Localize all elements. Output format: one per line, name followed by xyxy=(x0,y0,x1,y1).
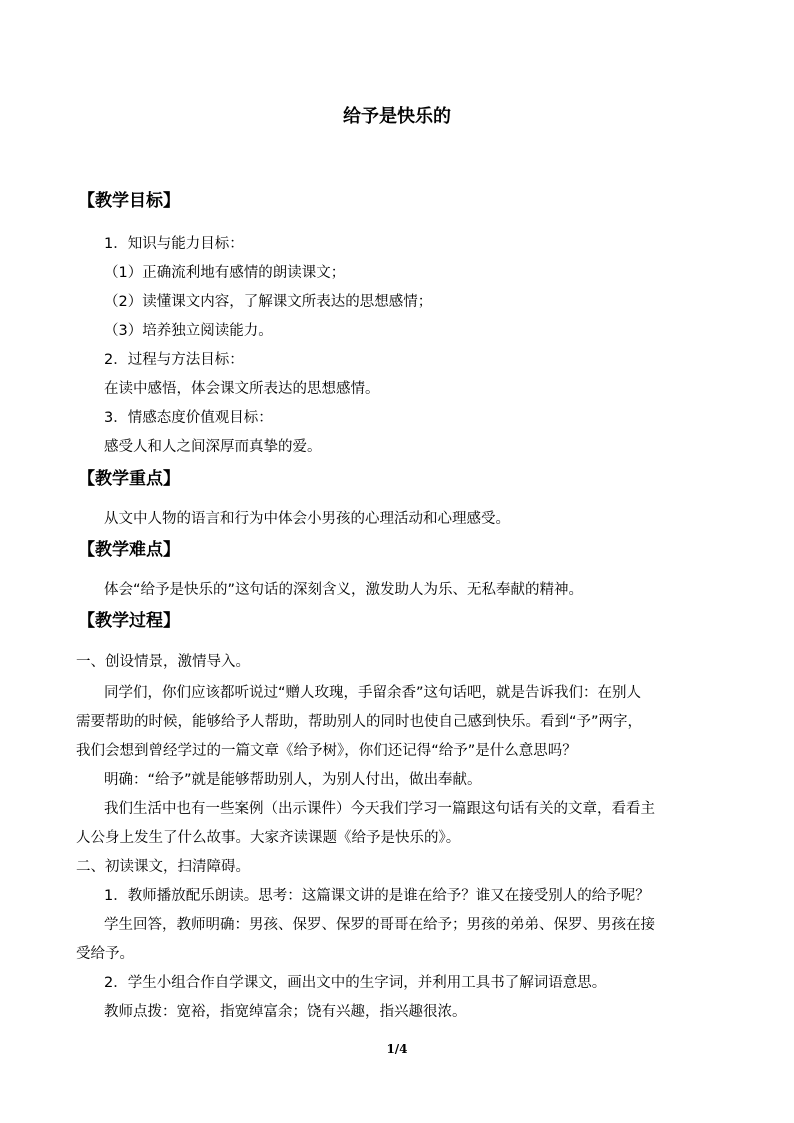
process-line: 我们生活中也有一些案例（出示课件）今天我们学习一篇跟这句话有关的文章，看看主 xyxy=(104,801,655,817)
objective-line: 在读中感悟，体会课文所表达的思想感情。 xyxy=(104,381,380,397)
process-line: 需要帮助的时候，能够给予人帮助，帮助别人的同时也使自己感到快乐。看到“予”两字， xyxy=(76,714,643,730)
heading-objectives: 【教学目标】 xyxy=(78,191,180,211)
heading-difficulties: 【教学难点】 xyxy=(78,540,180,560)
objective-line: 3．情感态度价值观目标： xyxy=(104,410,273,426)
objective-line: 感受人和人之间深厚而真挚的爱。 xyxy=(104,439,322,455)
objective-line: 2．过程与方法目标： xyxy=(104,352,244,368)
process-line: 二、初读课文，扫清障碍。 xyxy=(76,859,250,875)
process-line: 同学们，你们应该都听说过“赠人玫瑰，手留余香”这句话吧，就是告诉我们：在别人 xyxy=(104,685,642,701)
process-line: 明确：“给予”就是能够帮助别人，为别人付出，做出奉献。 xyxy=(104,772,482,788)
objective-line: 1．知识与能力目标： xyxy=(104,236,244,252)
process-line: 我们会想到曾经学过的一篇文章《给予树》，你们还记得“给予”是什么意思吗？ xyxy=(76,743,577,759)
document-title: 给予是快乐的 xyxy=(343,106,451,127)
process-line: 受给予。 xyxy=(76,946,134,962)
objective-line: （1）正确流利地有感情的朗读课文； xyxy=(104,265,346,281)
process-line: 2．学生小组合作自学课文，画出文中的生字词，并利用工具书了解词语意思。 xyxy=(104,975,607,991)
process-line: 教师点拨：宽裕，指宽绰富余；饶有兴趣，指兴趣很浓。 xyxy=(104,1004,467,1020)
heading-process: 【教学过程】 xyxy=(78,611,180,631)
heading-key-points: 【教学重点】 xyxy=(78,469,180,489)
process-line: 1．教师播放配乐朗读。思考：这篇课文讲的是谁在给予？谁又在接受别人的给予呢？ xyxy=(104,888,650,904)
objective-line: （2）读懂课文内容，了解课文所表达的思想感情； xyxy=(104,294,433,310)
process-line: 学生回答，教师明确：男孩、保罗、保罗的哥哥在给予；男孩的弟弟、保罗、男孩在接 xyxy=(104,917,655,933)
difficulty-line: 体会“给予是快乐的”这句话的深刻含义，激发助人为乐、无私奉献的精神。 xyxy=(104,582,584,598)
objective-line: （3）培养独立阅读能力。 xyxy=(104,323,273,339)
page-number: 1/4 xyxy=(386,1042,408,1056)
key-point-line: 从文中人物的语言和行为中体会小男孩的心理活动和心理感受。 xyxy=(104,511,510,527)
process-line: 一、创设情景，激情导入。 xyxy=(76,654,250,670)
process-line: 人公身上发生了什么故事。大家齐读课题《给予是快乐的》。 xyxy=(76,830,461,846)
